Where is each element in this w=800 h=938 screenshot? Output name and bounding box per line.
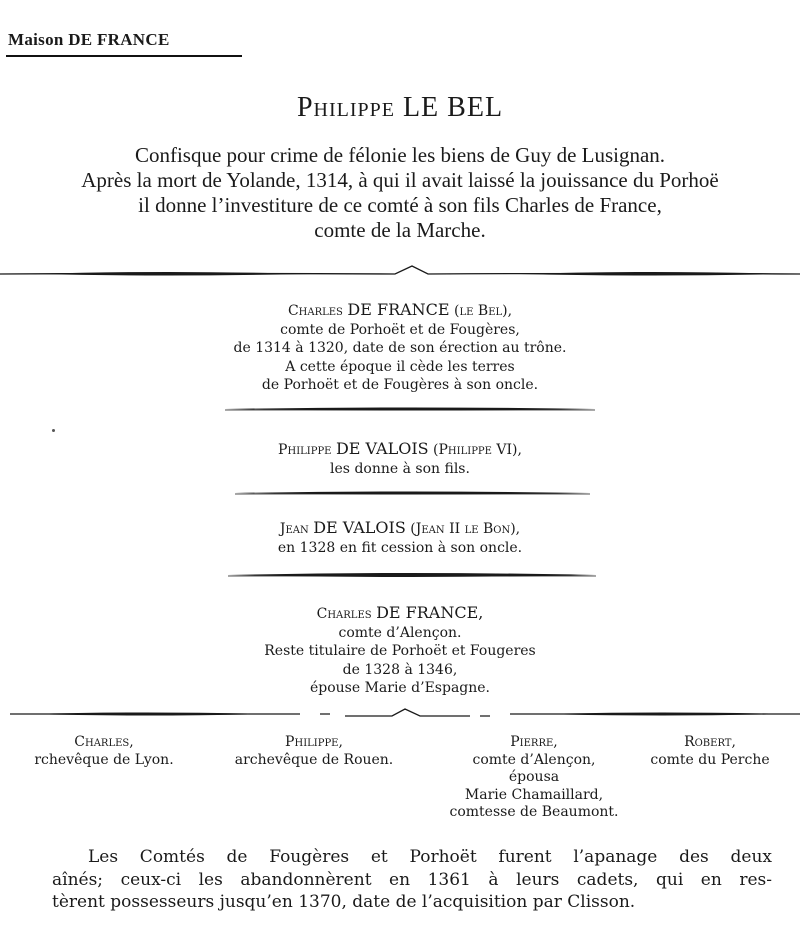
person-block-philippe-de-valois bbox=[0, 440, 800, 478]
ornamental-rule bbox=[0, 704, 800, 724]
person-epithet: (Philippe VI), bbox=[433, 442, 522, 458]
ornamental-rule bbox=[0, 486, 800, 500]
child-pierre bbox=[424, 734, 644, 822]
child-detail: comte d’Alençon, bbox=[472, 751, 596, 768]
ornamental-rule bbox=[0, 262, 800, 282]
person-detail: A cette époque il cède les terres bbox=[285, 358, 515, 375]
child-detail: Marie Chamaillard, bbox=[464, 786, 604, 803]
person-detail: en 1328 en fit cession à son oncle. bbox=[277, 539, 523, 556]
person-block-charles-alencon bbox=[0, 604, 800, 698]
person-block-charles-le-bel bbox=[0, 301, 800, 395]
person-house: DE FRANCE, bbox=[376, 603, 484, 622]
child-name: Robert, bbox=[684, 734, 736, 750]
title-first-name: Philippe bbox=[296, 92, 395, 123]
person-name bbox=[0, 440, 800, 460]
intro-line: Confisque pour crime de félonie les biens de Guy de Lusignan. bbox=[134, 143, 666, 167]
person-house: DE VALOIS bbox=[313, 518, 406, 537]
child-detail: comte du Perche bbox=[650, 751, 770, 768]
person-given-name: Philippe bbox=[278, 442, 332, 458]
person-block-jean-de-valois bbox=[0, 519, 800, 557]
child-detail: épousa bbox=[508, 769, 560, 785]
person-detail: de 1314 à 1320, date de son érection au trône. bbox=[233, 340, 567, 356]
person-given-name: Jean bbox=[279, 521, 309, 537]
child-charles bbox=[0, 734, 214, 769]
person-name bbox=[0, 604, 800, 624]
footer-line: aînés; ceux-ci les abandonnèrent en 1361 à leurs cadets, qui en res- bbox=[52, 869, 772, 890]
person-detail: comte de Porhoët et de Fougères, bbox=[280, 321, 520, 338]
person-detail: de Porhoët et de Fougères à son oncle. bbox=[261, 377, 539, 393]
child-name: Charles, bbox=[74, 734, 134, 750]
footer-line: tèrent possesseurs jusqu’en 1370, date de l’acquisition par Clisson. bbox=[52, 892, 636, 912]
person-house: DE VALOIS bbox=[335, 439, 429, 458]
person-given-name: Charles bbox=[287, 303, 343, 319]
child-detail: archevêque de Rouen. bbox=[234, 751, 394, 768]
intro-line: il donne l’investiture de ce comté à son fils Charles de France, bbox=[138, 193, 662, 217]
person-detail: comte d’Alençon. bbox=[338, 624, 462, 641]
intro-paragraph bbox=[0, 143, 800, 243]
child-philippe bbox=[204, 734, 424, 769]
child-detail: rchevêque de Lyon. bbox=[34, 751, 174, 768]
child-name: Pierre, bbox=[510, 734, 558, 750]
person-epithet: (Jean II le Bon), bbox=[410, 521, 521, 537]
person-detail: Reste titulaire de Porhoët et Fougeres bbox=[264, 643, 536, 659]
person-name bbox=[0, 301, 800, 321]
person-given-name: Charles bbox=[316, 606, 372, 622]
intro-line: Après la mort de Yolande, 1314, à qui il avait laissé la jouissance du Porhoë bbox=[81, 168, 719, 192]
footer-paragraph bbox=[52, 846, 772, 914]
child-detail: comtesse de Beaumont. bbox=[449, 804, 619, 820]
child-robert bbox=[620, 734, 800, 769]
person-house: DE FRANCE bbox=[347, 300, 450, 319]
person-detail: épouse Marie d’Espagne. bbox=[309, 680, 491, 696]
scan-speck bbox=[52, 429, 55, 432]
header-underline bbox=[6, 55, 242, 57]
footer-line: Les Comtés de Fougères et Porhoët furent l’apanage des deux bbox=[88, 847, 772, 867]
ornamental-rule bbox=[0, 402, 800, 416]
person-epithet: (le Bel), bbox=[454, 303, 513, 319]
intro-line: comte de la Marche. bbox=[314, 218, 486, 242]
person-name bbox=[0, 519, 800, 539]
section-header: Maison DE FRANCE bbox=[8, 30, 170, 49]
person-detail: les donne à son fils. bbox=[330, 460, 470, 477]
ornamental-rule bbox=[0, 568, 800, 582]
person-detail: de 1328 à 1346, bbox=[342, 661, 458, 678]
title-surname: LE BEL bbox=[402, 92, 504, 123]
child-name: Philippe, bbox=[285, 734, 343, 750]
page-title bbox=[0, 92, 800, 124]
